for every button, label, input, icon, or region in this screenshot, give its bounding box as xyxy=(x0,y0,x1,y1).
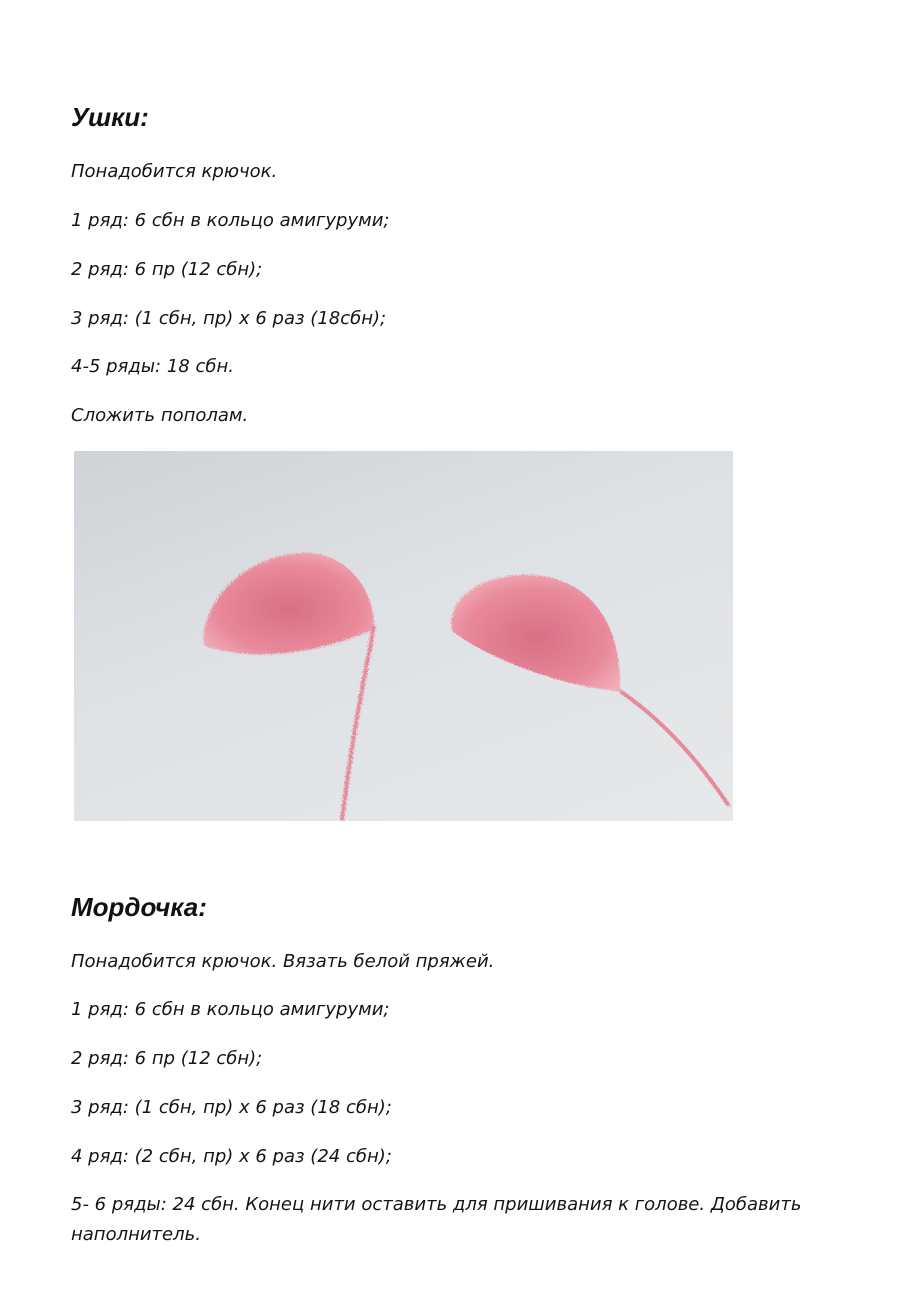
ears-line: Сложить пополам. xyxy=(71,405,249,426)
muzzle-line: 1 ряд: 6 сбн в кольцо амигуруми; xyxy=(71,999,390,1020)
ears-title: Ушки: xyxy=(71,102,149,132)
muzzle-title: Мордочка: xyxy=(71,892,207,922)
ears-line: 4-5 ряды: 18 сбн. xyxy=(71,356,234,377)
ears-line: 3 ряд: (1 сбн, пр) х 6 раз (18сбн); xyxy=(71,308,387,329)
muzzle-line: 5- 6 ряды: 24 сбн. Конец нити оставить для пришивания к голове. Добавить наполнитель. xyxy=(71,1194,802,1245)
muzzle-line: 3 ряд: (1 сбн, пр) х 6 раз (18 сбн); xyxy=(71,1097,392,1118)
ears-line: 1 ряд: 6 сбн в кольцо амигуруми; xyxy=(71,210,390,231)
muzzle-line: 4 ряд: (2 сбн, пр) х 6 раз (24 сбн); xyxy=(71,1146,392,1167)
ears-line: Понадобится крючок. xyxy=(71,161,278,182)
muzzle-line: 2 ряд: 6 пр (12 сбн); xyxy=(71,1048,263,1069)
crochet-ears-photo xyxy=(74,451,733,821)
ears-line: 2 ряд: 6 пр (12 сбн); xyxy=(71,259,263,280)
muzzle-line: Понадобится крючок. Вязать белой пряжей. xyxy=(71,951,495,972)
